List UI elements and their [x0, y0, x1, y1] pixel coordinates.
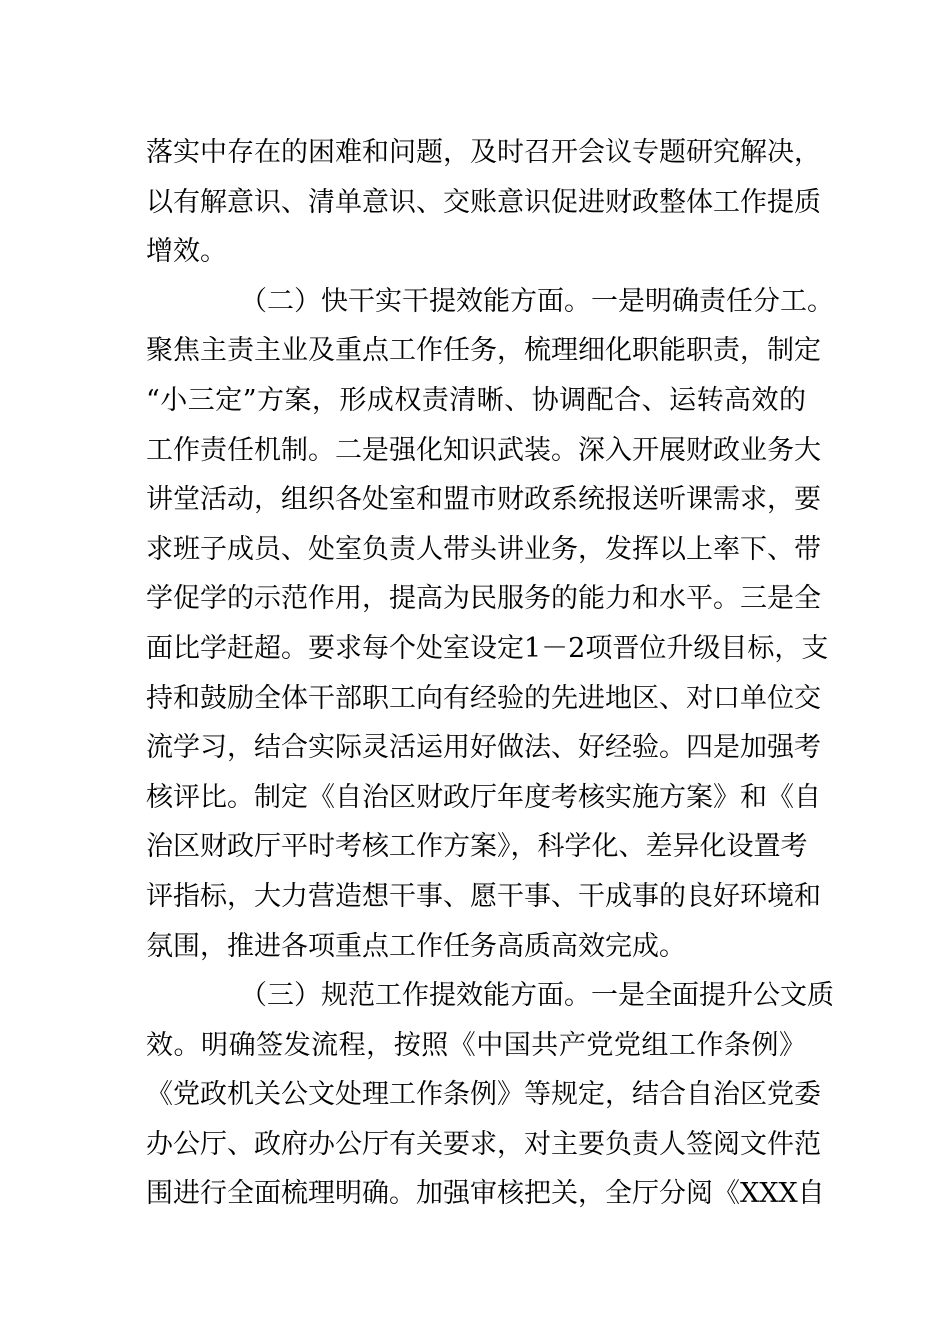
text-line: 面比学赶超。要求每个处室设定1－2项晋位升级目标，支 — [146, 632, 829, 664]
text-line: 工作责任机制。二是强化知识武装。深入开展财政业务大 — [146, 434, 821, 466]
text-line: 《党政机关公文处理工作条例》等规定，结合自治区党委 — [146, 1079, 821, 1111]
text-line: 以有解意识、清单意识、交账意识促进财政整体工作提质 — [146, 186, 821, 218]
text-line: 围进行全面梳理明确。加强审核把关，全厅分阅《XXX自 — [146, 1178, 825, 1210]
text-line: 持和鼓励全体干部职工向有经验的先进地区、对口单位交 — [146, 682, 821, 714]
text-line: 讲堂活动，组织各处室和盟市财政系统报送听课需求，要 — [146, 484, 821, 516]
text-line: 治区财政厅平时考核工作方案》，科学化、差异化设置考 — [146, 831, 808, 863]
text-line: 流学习，结合实际灵活运用好做法、好经验。四是加强考 — [146, 732, 821, 764]
text-line: 学促学的示范作用，提高为民服务的能力和水平。三是全 — [146, 583, 821, 615]
text-line: 求班子成员、处室负责人带头讲业务，发挥以上率下、带 — [146, 533, 821, 565]
text-line: 办公厅、政府办公厅有关要求，对主要负责人签阅文件范 — [146, 1128, 821, 1160]
section-heading-line: （二）快干实干提效能方面。一是明确责任分工。 — [240, 285, 834, 317]
text-line: 落实中存在的困难和问题，及时召开会议专题研究解决， — [146, 137, 821, 168]
text-line: 评指标，大力营造想干事、愿干事、干成事的良好环境和 — [146, 880, 821, 912]
text-line: 聚焦主责主业及重点工作任务，梳理细化职能职责，制定 — [146, 335, 821, 367]
text-line: 增效。 — [146, 236, 227, 268]
section-heading-line: （三）规范工作提效能方面。一是全面提升公文质 — [240, 980, 834, 1012]
text-line: 效。明确签发流程，按照《中国共产党党组工作条例》 — [146, 1029, 806, 1061]
document-body — [146, 128, 834, 1219]
text-line: 核评比。制定《自治区财政厅年度考核实施方案》和《自 — [146, 781, 821, 813]
text-line: 氛围，推进各项重点工作任务高质高效完成。 — [146, 930, 686, 962]
text-line: “小三定”方案，形成权责清晰、协调配合、运转高效的 — [146, 384, 806, 416]
